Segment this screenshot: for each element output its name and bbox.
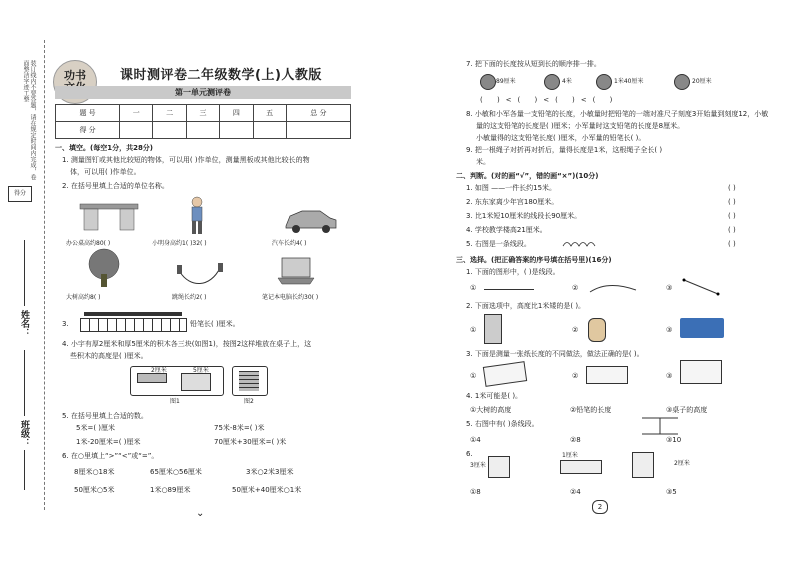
curve-option-b xyxy=(588,280,638,296)
score-cell: 三 xyxy=(186,105,219,122)
option-marker[interactable]: ③ xyxy=(666,326,673,334)
gutter-score-box: 得分 xyxy=(8,186,32,202)
option-marker[interactable]: ③ xyxy=(666,284,673,292)
caption-tree: 大树高约8( ) xyxy=(66,294,101,301)
choice-q4-option[interactable]: ③桌子的高度 xyxy=(666,406,708,414)
fig-label-2cm: 2厘米 xyxy=(151,367,167,374)
fridge-picture xyxy=(484,314,502,344)
tape-measure-icon xyxy=(544,74,560,90)
tall-box-picture xyxy=(632,452,654,478)
tape-measure-icon xyxy=(596,74,612,90)
cube-picture xyxy=(488,456,510,478)
caption-rope: 跳绳长约2( ) xyxy=(172,294,207,301)
q7-value: 89厘米 xyxy=(496,78,516,85)
score-input-cell[interactable] xyxy=(153,122,186,139)
score-cell: 四 xyxy=(220,105,253,122)
score-cell: 得 分 xyxy=(56,122,120,139)
pencil-picture xyxy=(84,312,182,316)
choice-q6-option[interactable]: ③5 xyxy=(666,488,677,496)
option-marker[interactable]: ① xyxy=(470,326,477,334)
score-cell: 一 xyxy=(120,105,153,122)
q1-line-a: 1. 测量图钉或其他比较短的物体，可以用( )作单位，测量黑板或其他比较长的物 xyxy=(62,156,310,164)
tree-picture xyxy=(84,248,124,288)
choice-q5-option[interactable]: ①4 xyxy=(470,436,481,444)
unit-title: 第一单元测评卷 xyxy=(55,86,351,99)
q6-item[interactable]: 1米○89厘米 xyxy=(150,486,191,494)
score-cell: 总 分 xyxy=(286,105,350,122)
name-label: 姓名： xyxy=(19,310,29,337)
cuboid-label: 1厘米 xyxy=(562,452,578,459)
q1-line-b: 体，可以用( )作单位。 xyxy=(70,168,141,176)
choice-q4-text: 4. 1米可能是( )。 xyxy=(466,392,523,400)
line-option-a xyxy=(484,289,534,290)
option-marker[interactable]: ③ xyxy=(666,372,673,380)
choice-q4-option[interactable]: ②铅笔的长度 xyxy=(570,406,612,414)
choice-q1-text: 1. 下面的图形中，( )是线段。 xyxy=(466,268,560,276)
q7-text: 7. 把下面的长度按从短到长的顺序排一排。 xyxy=(466,60,601,68)
cube-label: 3厘米 xyxy=(470,462,486,469)
measure-method-a xyxy=(483,361,527,387)
q7-value: 4米 xyxy=(562,78,572,85)
caption-laptop: 笔记本电脑长约30( ) xyxy=(262,294,319,301)
choice-q5-option[interactable]: ②8 xyxy=(570,436,581,444)
gutter-notice: 装订线内不要答题，请在规定时间内完成，卷面整洁字迹工整 xyxy=(22,60,36,180)
child-picture xyxy=(588,318,606,342)
choice-q4-option[interactable]: ①大树的高度 xyxy=(470,406,512,414)
judge-answer[interactable]: ( ) xyxy=(728,212,736,220)
option-marker[interactable]: ① xyxy=(470,284,477,292)
car-picture xyxy=(282,208,338,234)
figure-1-label: 图1 xyxy=(170,398,180,405)
judge-item: 1. 如图 ——一件长约15米。 xyxy=(466,184,557,192)
tape-measure-icon xyxy=(480,74,496,90)
measure-method-c xyxy=(680,360,722,384)
q5-text: 5. 在括号里填上合适的数。 xyxy=(62,412,148,420)
choice-q5-text: 5. 右图中有( )条线段。 xyxy=(466,420,539,428)
q6-item[interactable]: 3米○2米3厘米 xyxy=(246,468,294,476)
judge-answer[interactable]: ( ) xyxy=(728,240,736,248)
figure-2-label: 图2 xyxy=(244,398,254,405)
q5-item[interactable]: 70厘米+30厘米=( )米 xyxy=(214,438,287,446)
score-input-cell[interactable] xyxy=(286,122,350,139)
q6-item[interactable]: 50厘米+40厘米○1米 xyxy=(232,486,302,494)
q7-value: 1米40厘米 xyxy=(614,78,644,85)
judge-item: 3. 比1米短10厘米的线段长90厘米。 xyxy=(466,212,582,220)
jump-rope-picture xyxy=(176,262,224,288)
option-marker[interactable]: ② xyxy=(572,326,579,334)
q8-line-c: 小敏量得的这支铅笔长度( )厘米，小军量的铅笔长( )。 xyxy=(476,134,646,142)
q6-item[interactable]: 65厘米○56厘米 xyxy=(150,468,202,476)
wavy-line-picture xyxy=(562,238,596,248)
boy-picture xyxy=(186,196,208,236)
segment-option-c xyxy=(682,278,722,296)
q6-item[interactable]: 8厘米○18米 xyxy=(74,468,115,476)
class-label: 班级： xyxy=(19,420,29,447)
fig-label-5cm: 5厘米 xyxy=(193,367,209,374)
score-cell: 题 号 xyxy=(56,105,120,122)
option-marker[interactable]: ② xyxy=(572,284,579,292)
q6-item[interactable]: 50厘米○5米 xyxy=(74,486,115,494)
judge-answer[interactable]: ( ) xyxy=(728,184,736,192)
score-input-cell[interactable] xyxy=(186,122,219,139)
judge-item: 5. 右图是一条线段。 xyxy=(466,240,531,248)
q2-text: 2. 在括号里填上合适的单位名称。 xyxy=(62,182,169,190)
chevron-down-icon: ⌄ xyxy=(196,508,205,519)
judge-answer[interactable]: ( ) xyxy=(728,226,736,234)
figure-1-box xyxy=(130,366,224,396)
laptop-picture xyxy=(276,256,316,288)
judge-answer[interactable]: ( ) xyxy=(728,198,736,206)
logo-line-1: 功书 xyxy=(64,69,86,82)
score-cell: 二 xyxy=(153,105,186,122)
score-input-cell[interactable] xyxy=(253,122,286,139)
block-5cm xyxy=(181,373,211,391)
score-input-cell[interactable] xyxy=(120,122,153,139)
q6-text: 6. 在○里填上“>”“<”或“=”。 xyxy=(62,452,159,460)
score-table xyxy=(55,104,351,139)
cuboid-picture xyxy=(560,460,602,474)
desk-picture xyxy=(78,200,140,232)
tall-box-label: 2厘米 xyxy=(674,460,690,467)
q3-number: 3. xyxy=(62,320,69,328)
section-1-heading: 一、填空。(每空1分，共28分) xyxy=(55,144,154,152)
choice-q6-option[interactable]: ②4 xyxy=(570,488,581,496)
segments-figure xyxy=(640,416,680,436)
q9-line-a: 9. 把一根绳子对折再对折后，量得长度是1米，这根绳子全长( ) xyxy=(466,146,663,154)
option-marker[interactable]: ② xyxy=(572,372,579,380)
score-table-score-row xyxy=(56,122,351,139)
judge-item: 2. 东东家离少年宫180厘米。 xyxy=(466,198,559,206)
q9-line-b: 米。 xyxy=(476,158,490,166)
q5-item[interactable]: 75米-8米=( )米 xyxy=(214,424,265,432)
caption-car: 汽车长约4( ) xyxy=(272,240,307,247)
school-line[interactable] xyxy=(24,450,25,490)
score-cell: 五 xyxy=(253,105,286,122)
q7-value: 20厘米 xyxy=(692,78,712,85)
q8-line-b: 量的这支铅笔的长度是( )厘米；小军量时这支铅笔的长度是8厘米。 xyxy=(476,122,685,130)
choice-q5-option[interactable]: ③10 xyxy=(666,436,682,444)
q5-item[interactable]: 5米=( )厘米 xyxy=(76,424,116,432)
ruler-picture xyxy=(80,318,187,332)
choice-q2-text: 2. 下面选项中，高度比1米矮的是( )。 xyxy=(466,302,586,310)
option-marker[interactable]: ① xyxy=(470,372,477,380)
score-input-cell[interactable] xyxy=(220,122,253,139)
judge-item: 4. 学校教学楼高21厘米。 xyxy=(466,226,547,234)
choice-q6-text: 6. xyxy=(466,450,473,458)
q7-order-answer[interactable]: ( )<( )<( )<( ) xyxy=(480,96,619,104)
section-2-heading: 二、判断。(对的画“√”，错的画“×”)(10分) xyxy=(456,172,599,180)
q4-line-a: 4. 小宇有厚2厘米和厚5厘米的积木各三块(如图1)，按图2这样堆放在桌子上，这 xyxy=(62,340,312,348)
figure-2-box xyxy=(232,366,268,396)
q8-line-a: 8. 小敏和小军各量一支铅笔的长度，小敏量时把铅笔的一端对准尺子刻度3开始量到刻度12，小敏 xyxy=(466,110,769,118)
choice-q6-option[interactable]: ①8 xyxy=(470,488,481,496)
choice-q3-text: 3. 下面是测量一张纸长度的不同做法，做法正确的是( )。 xyxy=(466,350,644,358)
class-line[interactable] xyxy=(24,350,25,416)
caption-desk: 办公桌高约80( ) xyxy=(66,240,111,247)
page-number: 2 xyxy=(592,500,608,514)
name-line[interactable] xyxy=(24,240,25,306)
measure-method-b xyxy=(586,366,628,384)
q3-text: 铅笔长( )厘米。 xyxy=(190,320,240,328)
bus-picture xyxy=(680,318,724,338)
score-table-header-row xyxy=(56,105,351,122)
binding-line xyxy=(44,40,45,510)
caption-boy: 小明身高约1( )32( ) xyxy=(152,240,207,247)
page-title: 课时测评卷二年级数学(上)人教版 xyxy=(120,68,322,83)
tape-measure-icon xyxy=(674,74,690,90)
q5-item[interactable]: 1米-20厘米=( )厘米 xyxy=(76,438,141,446)
q4-line-b: 些积木的高度是( )厘米。 xyxy=(70,352,148,360)
section-3-heading: 三、选择。(把正确答案的序号填在括号里)(16分) xyxy=(456,256,612,264)
stacked-blocks xyxy=(239,371,259,391)
